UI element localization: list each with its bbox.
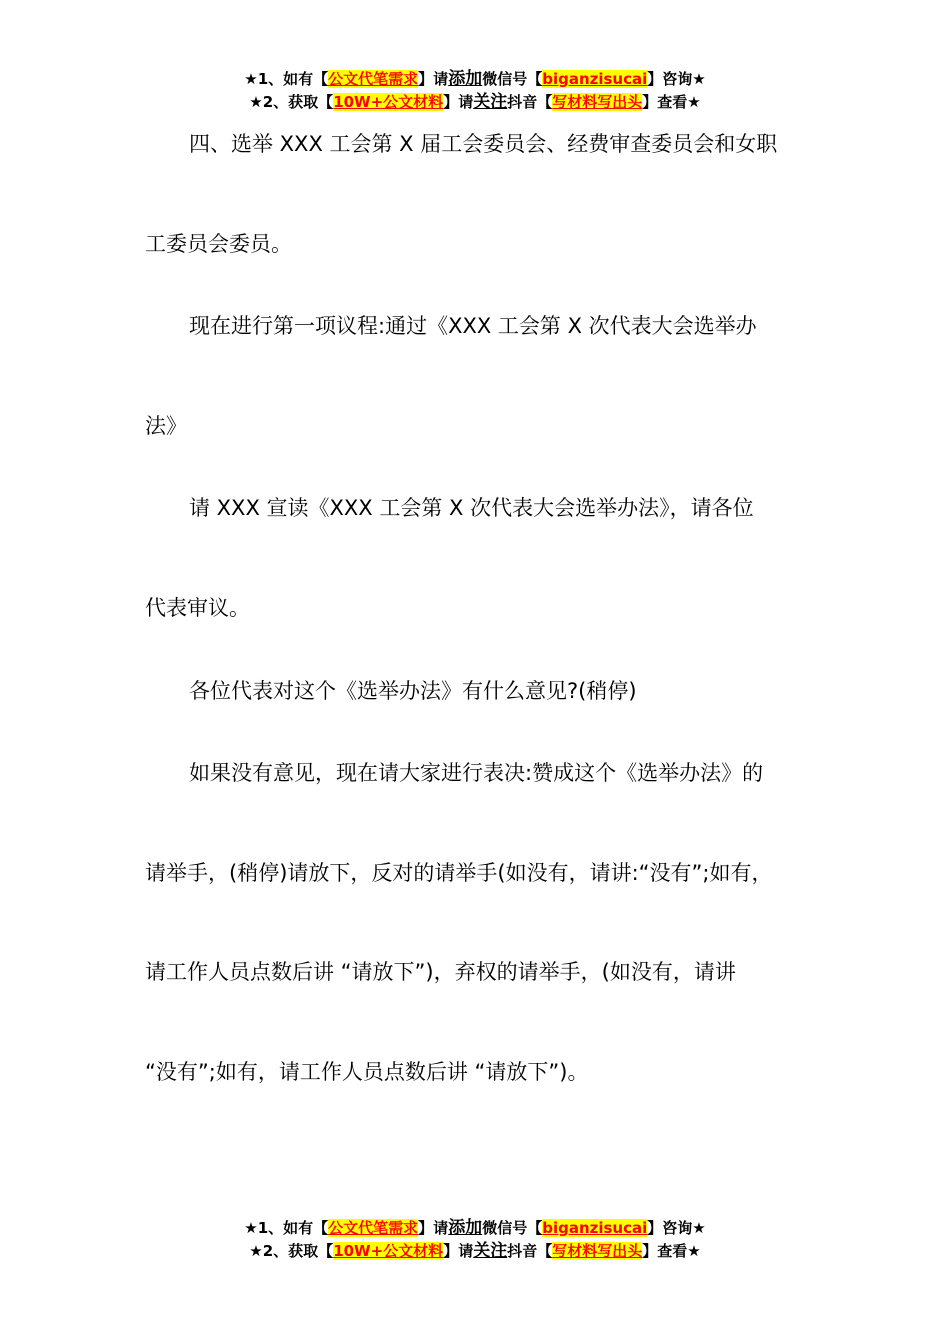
- body-line: 工委员会委员。: [145, 232, 292, 256]
- banner-text: 2、获取【: [262, 93, 334, 111]
- emphasis-text: 关注: [473, 1241, 508, 1261]
- banner-text: 】查看: [642, 1242, 688, 1260]
- banner-text: 】咨询: [647, 1219, 693, 1237]
- star-icon: ★: [249, 93, 263, 111]
- body-line: 代表审议。: [145, 596, 250, 620]
- body-line: 请举手，(稍停)请放下，反对的请举手(如没有，请讲:“没有”;如有，: [145, 861, 773, 885]
- highlight-wechat-id: biganzisucai: [542, 1219, 648, 1237]
- highlight-materials: 10W+公文材料: [333, 1242, 444, 1260]
- body-line: 各位代表对这个《选举办法》有什么意见?(稍停): [189, 679, 637, 703]
- body-line: 四、选举 XXX 工会第 X 届工会委员会、经费审查委员会和女职: [189, 132, 778, 156]
- banner-text: 】请: [418, 1219, 449, 1237]
- banner-text: 抖音【: [507, 1242, 553, 1260]
- star-icon: ★: [687, 1242, 701, 1260]
- banner-text: 】请: [443, 93, 474, 111]
- highlight-materials: 10W+公文材料: [333, 93, 444, 111]
- body-line: 法》: [145, 414, 187, 438]
- emphasis-text: 添加: [448, 69, 483, 89]
- emphasis-text: 添加: [448, 1218, 483, 1238]
- banner-line-2: [0, 91, 950, 114]
- banner-text: 】咨询: [647, 70, 693, 88]
- highlight-douyin: 写材料写出头: [552, 1242, 643, 1260]
- highlight-wechat-id: biganzisucai: [542, 70, 648, 88]
- body-line: “没有”;如有，请工作人员点数后讲 “请放下”)。: [145, 1060, 589, 1084]
- banner-text: 1、如有【: [257, 70, 329, 88]
- highlight-service: 公文代笔需求: [328, 70, 419, 88]
- footer-banner: [0, 1217, 950, 1263]
- banner-text: 微信号【: [482, 70, 543, 88]
- banner-line-1: [0, 1217, 950, 1240]
- banner-text: 2、获取【: [262, 1242, 334, 1260]
- banner-text: 】查看: [642, 93, 688, 111]
- star-icon: ★: [687, 93, 701, 111]
- banner-line-1: [0, 68, 950, 91]
- banner-text: 】请: [418, 70, 449, 88]
- banner-text: 】请: [443, 1242, 474, 1260]
- emphasis-text: 关注: [473, 92, 508, 112]
- star-icon: ★: [692, 1219, 706, 1237]
- banner-text: 微信号【: [482, 1219, 543, 1237]
- body-line: 现在进行第一项议程:通过《XXX 工会第 X 次代表大会选举办: [189, 314, 757, 338]
- highlight-douyin: 写材料写出头: [552, 93, 643, 111]
- star-icon: ★: [244, 1219, 258, 1237]
- header-banner: [0, 68, 950, 114]
- body-line: 请工作人员点数后讲 “请放下”)，弃权的请举手，(如没有，请讲: [145, 960, 736, 984]
- star-icon: ★: [244, 70, 258, 88]
- highlight-service: 公文代笔需求: [328, 1219, 419, 1237]
- banner-text: 抖音【: [507, 93, 553, 111]
- body-line: 请 XXX 宣读《XXX 工会第 X 次代表大会选举办法》，请各位: [189, 496, 754, 520]
- body-line: 如果没有意见，现在请大家进行表决:赞成这个《选举办法》的: [189, 761, 764, 785]
- star-icon: ★: [249, 1242, 263, 1260]
- banner-text: 1、如有【: [257, 1219, 329, 1237]
- star-icon: ★: [692, 70, 706, 88]
- banner-line-2: [0, 1240, 950, 1263]
